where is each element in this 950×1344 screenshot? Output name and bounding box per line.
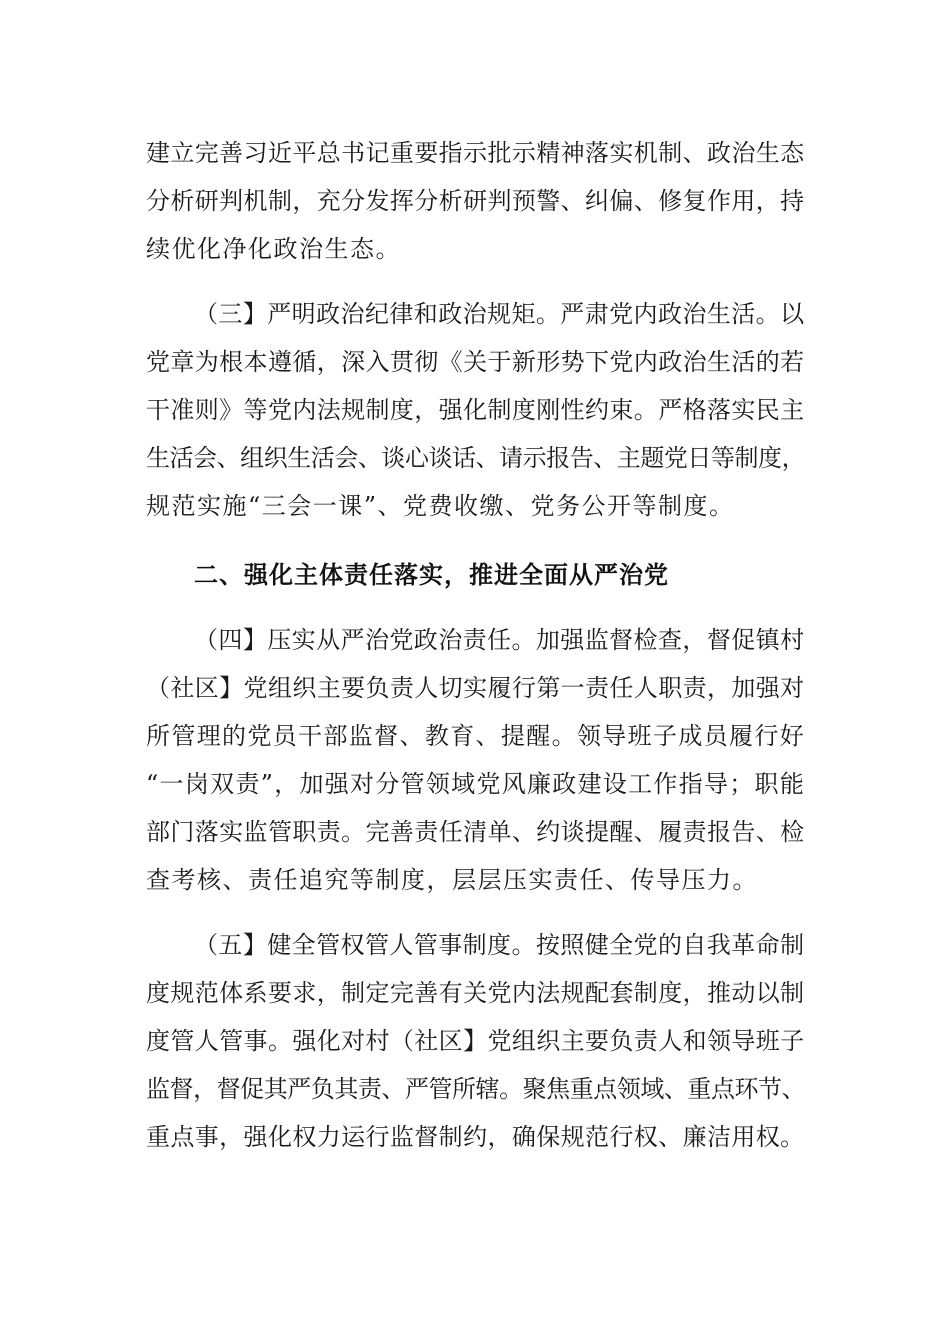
body-text-line: 重点事，强化权力运行监督制约，确保规范行权、廉洁用权。 — [146, 1123, 805, 1151]
body-text-line: 所管理的党员干部监督、教育、提醒。领导班子成员履行好 — [146, 722, 806, 750]
body-text-line: 党章为根本遵循，深入贯彻《关于新形势下党内政治生活的若 — [146, 348, 805, 376]
body-text-line: 生活会、组织生活会、谈心谈话、请示报告、主题党日等制度， — [146, 444, 806, 472]
body-text-line: （五】健全管权管人管事制度。按照健全党的自我革命制 — [194, 931, 805, 959]
body-text-line: （社区】党组织主要负责人切实履行第一责任人职责，加强对 — [146, 674, 805, 702]
body-text-line: 分析研判机制，充分发挥分析研判预警、纠偏、修复作用，持 — [146, 187, 805, 215]
body-text-line: （三】严明政治纪律和政治规矩。严肃党内政治生活。以 — [194, 300, 805, 328]
body-text-line: “一岗双责”，加强对分管领域党风廉政建设工作指导；职能 — [146, 770, 806, 798]
section-heading: 二、强化主体责任落实，推进全面从严治党 — [194, 561, 669, 589]
body-text-line: 建立完善习近平总书记重要指示批示精神落实机制、政治生态 — [146, 139, 805, 167]
body-text-line: 度规范体系要求，制定完善有关党内法规配套制度，推动以制 — [146, 979, 805, 1007]
body-text-line: 干准则》等党内法规制度，强化制度刚性约束。严格落实民主 — [146, 396, 805, 424]
body-text-line: 规范实施“三会一课”、党费收缴、党务公开等制度。 — [146, 492, 735, 520]
body-text-line: （四】压实从严治党政治责任。加强监督检查，督促镇村 — [194, 626, 805, 654]
body-text-line: 部门落实监管职责。完善责任清单、约谈提醒、履责报告、检 — [146, 818, 805, 846]
body-text-line: 监督，督促其严负其责、严管所辖。聚焦重点领域、重点环节、 — [146, 1075, 806, 1103]
body-text-line: 度管人管事。强化对村（社区】党组织主要负责人和领导班子 — [146, 1027, 805, 1055]
body-text-line: 续优化净化政治生态。 — [146, 235, 401, 263]
body-text-line: 查考核、责任追究等制度，层层压实责任、传导压力。 — [146, 866, 758, 894]
